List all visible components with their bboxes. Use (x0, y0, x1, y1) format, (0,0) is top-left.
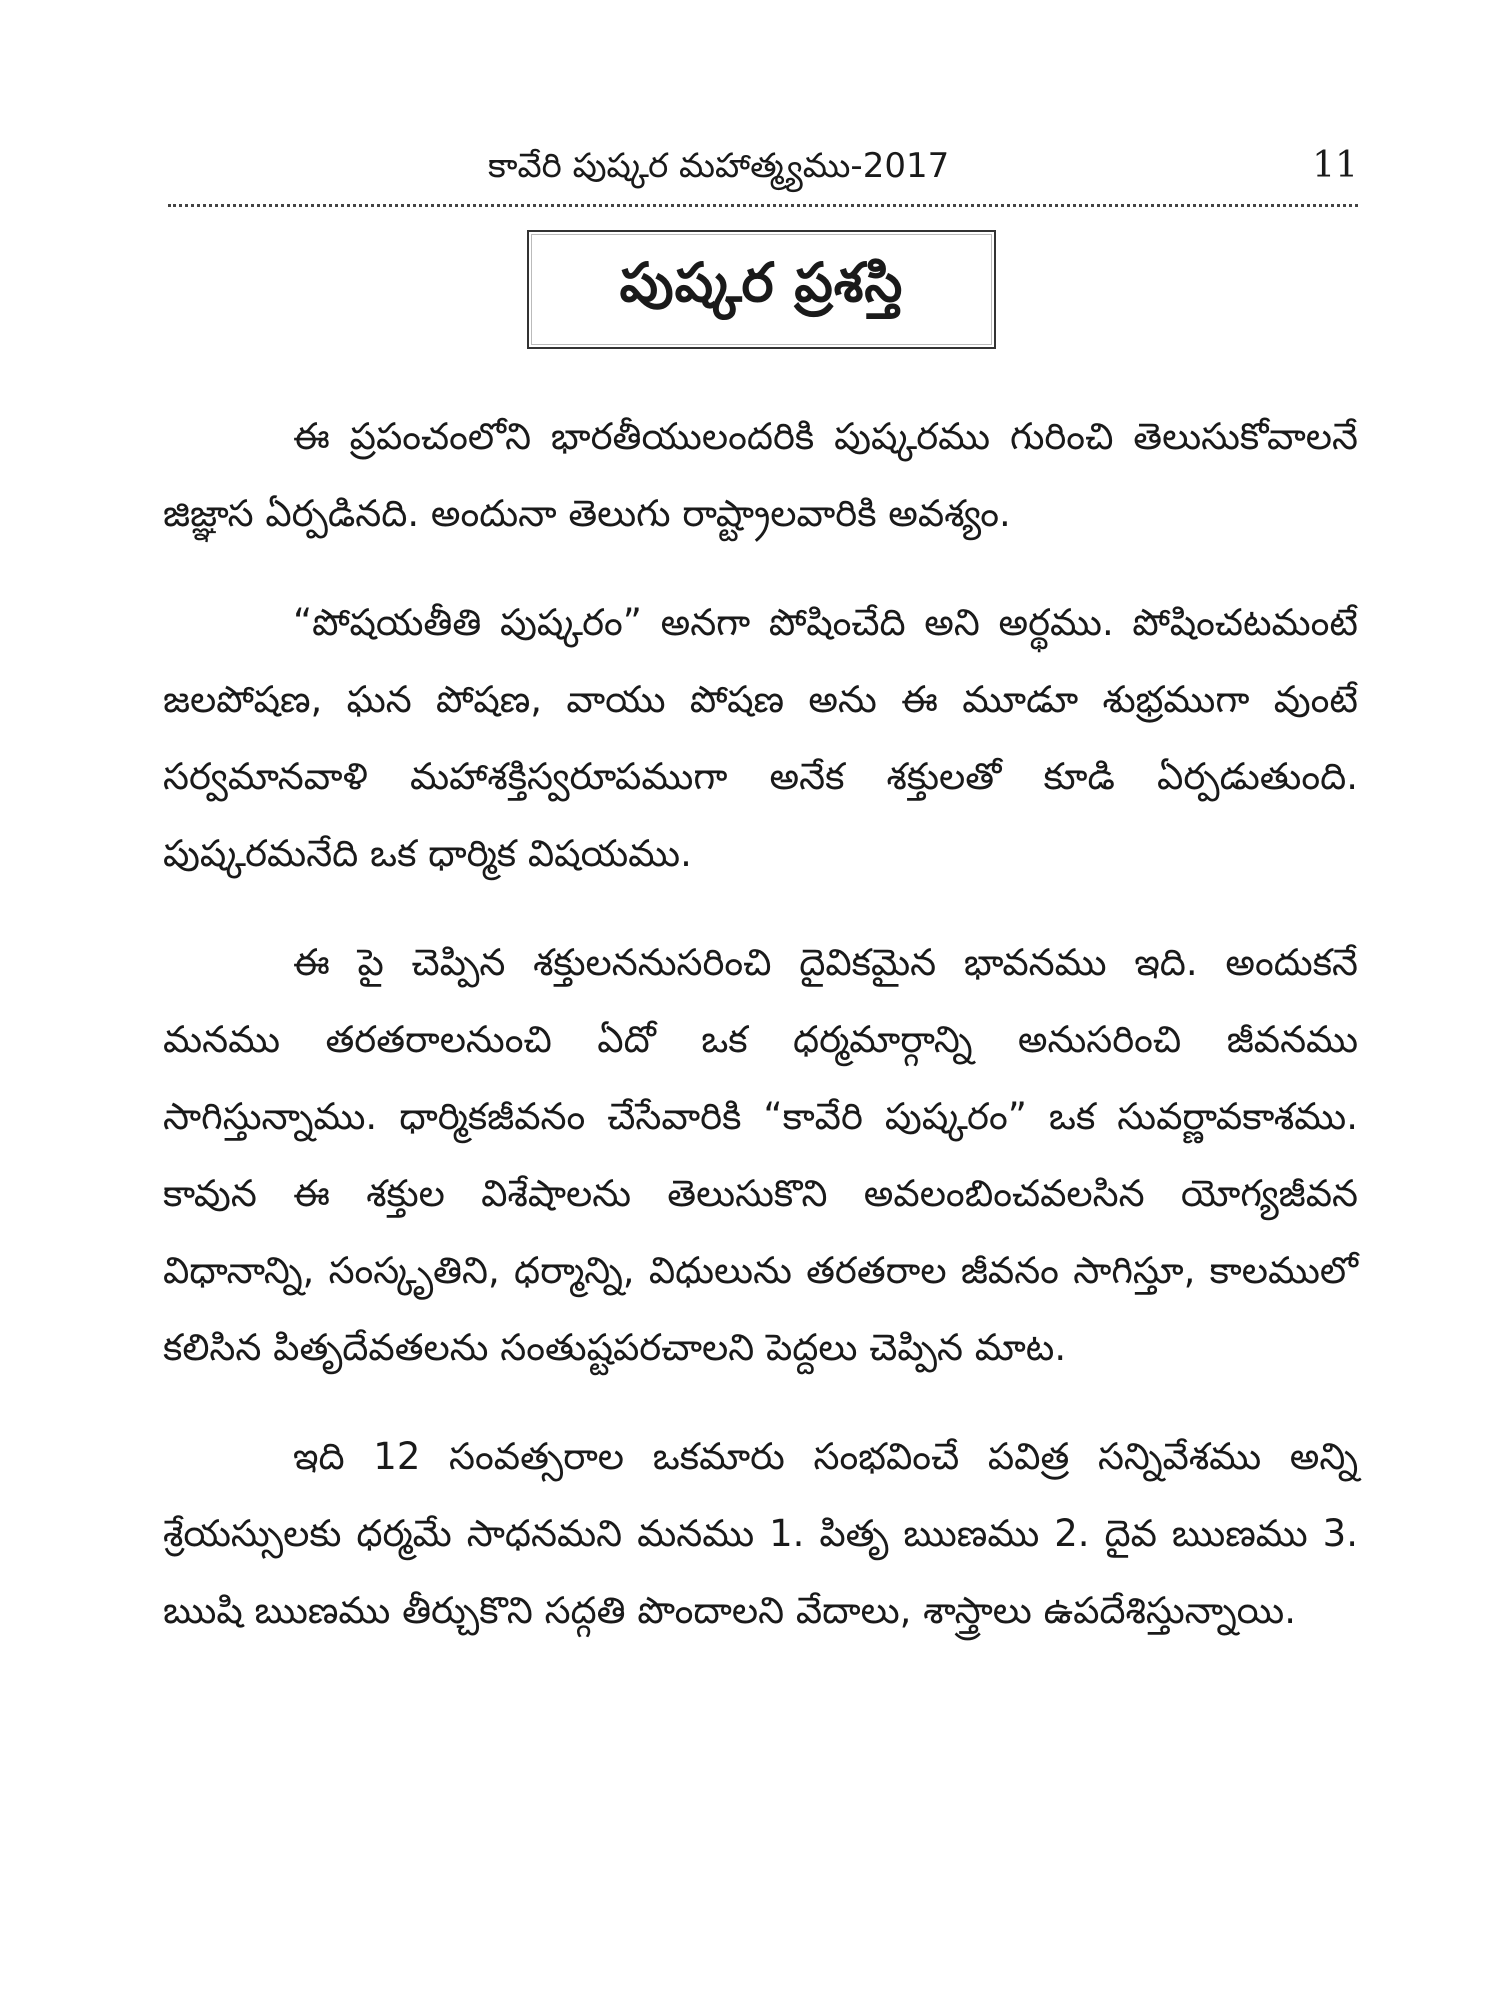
body-text (163, 398, 1358, 1681)
section-title-box (527, 230, 996, 349)
running-header (168, 140, 1358, 200)
paragraph: “పోషయతీతి పుష్కరం” అనగా పోషించేది అని అర్థము. పోషించటమంటే జలపోషణ, ఘన పోషణ, వాయు పోషణ అను ఈ మూడూ శుభ్రముగా వుంటే సర్వమానవాళి మహాశక్తిస్వరూపముగా అనేక శక్తులతో కూడి ఏర్పడుతుంది. పుష్కరమనేది ఒక ధార్మిక విషయము. (163, 601, 1358, 875)
paragraph: ఈ ప్రపంచంలోని భారతీయులందరికి పుష్కరము గురించి తెలుసుకోవాలనే జిజ్ఞాస ఏర్పడినది. అందునా తెలుగు రాష్ట్రాలవారికి అవశ్యం. (163, 415, 1358, 535)
header-divider (168, 204, 1358, 207)
running-header-title: కావేరి పుష్కర మహాత్మ్యము-2017 (488, 146, 950, 186)
paragraph: ఈ పై చెప్పిన శక్తులననుసరించి దైవికమైన భావనము ఇది. అందుకనే మనము తరతరాలనుంచి ఏదో ఒక ధర్మమార్గాన్ని అనుసరించి జీవనము సాగిస్తున్నాము. ధార్మికజీవనం చేసేవారికి “కావేరి పుష్కరం” ఒక సువర్ణావకాశము. కావున ఈ శక్తుల విశేషాలను తెలుసుకొని అవలంబించవలసిన యోగ్యజీవన విధానాన్ని, సంస్కృతిని, ధర్మాన్ని, విధులును తరతరాల జీవనం సాగిస్తూ, కాలములో కలిసిన పితృదేవతలను సంతుష్టపరచాలని పెద్దలు చెప్పిన మాట. (163, 941, 1358, 1369)
section-title: పుష్కర ప్రశస్తి (619, 251, 904, 314)
page-number: 11 (1312, 145, 1358, 186)
paragraph: ఇది 12 సంవత్సరాల ఒకమారు సంభవించే పవిత్ర సన్నివేశము అన్ని శ్రేయస్సులకు ధర్మమే సాధనమని మనము 1. పితృ ఋణము 2. దైవ ఋణము 3. ఋషి ఋణము తీర్చుకొని సద్గతి పొందాలని వేదాలు, శాస్త్రాలు ఉపదేశిస్తున్నాయి. (163, 1435, 1358, 1632)
